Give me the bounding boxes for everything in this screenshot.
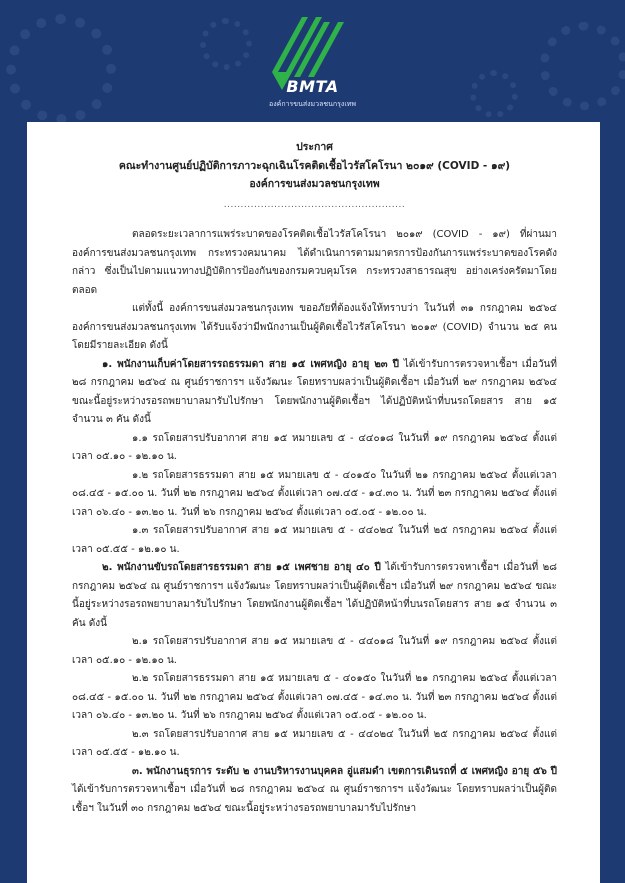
virus-decoration [6, 14, 116, 124]
case-1-bus-1: ๑.๑ รถโดยสารปรับอากาศ สาย ๑๕ หมายเลข ๕ - ๔๔๐๑๘ ในวันที่ ๑๙ กรกฎาคม ๒๕๖๔ ตั้งแต่เวลา ๐๕.๑๐ - ๑๒.๑๐ น. [72, 432, 557, 462]
logo-subtitle: องค์การขนส่งมวลชนกรุงเทพ [269, 100, 356, 108]
announcement-org: องค์การขนส่งมวลชนกรุงเทพ [249, 178, 380, 190]
case-2-bus-3: ๒.๓ รถโดยสารปรับอากาศ สาย ๑๕ หมายเลข ๕ - ๔๔๐๒๔ ในวันที่ ๒๕ กรกฎาคม ๒๕๖๔ ตั้งแต่เวลา ๐๕.๕๕ - ๑๒.๑๐ น. [72, 728, 557, 758]
announcement-subtitle: คณะทำงานศูนย์ปฏิบัติการภาวะฉุกเฉินโรคติดเชื้อไวรัสโคโรนา ๒๐๑๙ (COVID - ๑๙) [118, 159, 511, 172]
case-3-body: ได้เข้ารับการตรวจหาเชื้อฯ เมื่อวันที่ ๒๘ กรกฎาคม ๒๕๖๔ ณ ศูนย์ราชการฯ แจ้งวัฒนะ โดยทราบผลว่าเป็นผู้ติดเชื้อฯ ในวันที่ ๓๐ กรกฎาคม ๒๕๖๔ ขณะนี้อยู่ระหว่างรอรถพยาบาลมารับไปรักษา [72, 784, 557, 814]
case-1-body: ได้เข้ารับการตรวจหาเชื้อฯ เมื่อวันที่ ๒๘ กรกฎาคม ๒๕๖๔ ณ ศูนย์ราชการฯ แจ้งวัฒนะ โดยทราบผลว่าเป็นผู้ติดเชื้อฯ เมื่อวันที่ ๒๙ กรกฎาคม ๒๕๖๔ ขณะนี้อยู่ระหว่างรอรถพยาบาลมารับไปรักษา โดยพนักงานผู้ติดเชื้อฯ ได้ปฏิบัติหน้าที่บนรถโดยสาร สาย ๑๕ จำนวน ๓ คัน ดังนี้ [72, 358, 557, 425]
case-3-heading: ๓. พนักงานธุรการ ระดับ ๒ งานบริหารงานบุคคล อู่แสมดำ เขตการเดินรถที่ ๕ เพศหญิง อายุ ๕๖ ปี [132, 765, 557, 777]
virus-decoration [200, 18, 252, 70]
case-2-bus-2: ๒.๒ รถโดยสารธรรมดา สาย ๑๕ หมายเลข ๕ - ๔๐๑๕๐ ในวันที่ ๒๑ กรกฎาคม ๒๕๖๔ ตั้งแต่เวลา ๐๘.๔๕ - ๑๕.๐๐ น. วันที่ ๒๒ กรกฎาคม ๒๕๖๔ ตั้งแต่เวลา ๐๗.๔๕ - ๑๔.๓๐ น. วันที่ ๒๓ กรกฎาคม ๒๕๖๔ ตั้งแต่เวลา ๐๖.๔๐ - ๑๓.๒๐ น. วันที่ ๒๖ กรกฎาคม ๒๕๖๔ ตั้งแต่เวลา ๐๕.๐๕ - ๑๒.๐๐ น. [72, 673, 557, 721]
bmta-logo-icon [262, 12, 362, 112]
announcement-paper [27, 122, 600, 883]
virus-decoration [470, 70, 518, 118]
case-1-bus-3: ๑.๓ รถโดยสารปรับอากาศ สาย ๑๕ หมายเลข ๕ - ๔๔๐๒๔ ในวันที่ ๒๕ กรกฎาคม ๒๕๖๔ ตั้งแต่เวลา ๐๕.๕๕ - ๑๒.๑๐ น. [72, 525, 557, 555]
case-3 [72, 763, 557, 819]
virus-decoration [540, 22, 625, 110]
case-2 [72, 559, 557, 633]
announcement-title: ประกาศ [296, 141, 333, 153]
logo-text: BMTA [286, 77, 339, 96]
case-1-bus-2: ๑.๒ รถโดยสารธรรมดา สาย ๑๕ หมายเลข ๕ - ๔๐๑๕๐ ในวันที่ ๒๑ กรกฎาคม ๒๕๖๔ ตั้งแต่เวลา ๐๘.๔๕ - ๑๕.๐๐ น. วันที่ ๒๒ กรกฎาคม ๒๕๖๔ ตั้งแต่เวลา ๐๗.๔๕ - ๑๔.๓๐ น. วันที่ ๒๓ กรกฎาคม ๒๕๖๔ ตั้งแต่เวลา ๐๖.๔๐ - ๑๓.๒๐ น. วันที่ ๒๖ กรกฎาคม ๒๕๖๔ ตั้งแต่เวลา ๐๕.๐๕ - ๑๒.๐๐ น. [72, 469, 557, 518]
announcement-body [72, 138, 557, 818]
notice-paragraph: แต่ทั้งนี้ องค์การขนส่งมวลชนกรุงเทพ ขออภัยที่ต้องแจ้งให้ทราบว่า ในวันที่ ๓๑ กรกฎาคม ๒๕๖๔ องค์การขนส่งมวลชนกรุงเทพ ได้รับแจ้งว่ามีพนักงานเป็นผู้ติดเชื้อไวรัสโคโรนา ๒๐๑๙ (COVID) จำนวน ๒๕ คน โดยมีรายละเอียด ดังนี้ [72, 303, 557, 351]
intro-paragraph: ตลอดระยะเวลาการแพร่ระบาดของโรคติดเชื้อไวรัสโคโรนา ๒๐๑๙ (COVID - ๑๙) ที่ผ่านมาองค์การขนส่งมวลชนกรุงเทพ กระทรวงคมนาคม ได้ดำเนินการตามมาตรการป้องกันการแพร่ระบาดของโรคดังกล่าว ซึ่งเป็นไปตามแนวทางปฏิบัติการป้องกันของกรมควบคุมโรค กระทรวงสาธารณสุข อย่างเคร่งครัดมาโดยตลอด [72, 229, 557, 296]
divider-dots: ...................................................... [223, 199, 406, 210]
case-1-heading: ๑. พนักงานเก็บค่าโดยสารรถธรรมดา สาย ๑๕ เพศหญิง อายุ ๒๓ ปี [102, 358, 399, 370]
case-2-heading: ๒. พนักงานขับรถโดยสารธรรมดา สาย ๑๕ เพศชาย อายุ ๔๐ ปี [102, 562, 381, 573]
case-2-bus-1: ๒.๑ รถโดยสารปรับอากาศ สาย ๑๕ หมายเลข ๕ - ๔๔๐๑๘ ในวันที่ ๑๙ กรกฎาคม ๒๕๖๔ ตั้งแต่เวลา ๐๕.๑๐ - ๑๒.๑๐ น. [72, 636, 557, 666]
case-1 [72, 356, 557, 430]
case-2-body: ได้เข้ารับการตรวจหาเชื้อฯ เมื่อวันที่ ๒๘ กรกฎาคม ๒๕๖๔ ณ ศูนย์ราชการฯ แจ้งวัฒนะ โดยทราบผลว่าเป็นผู้ติดเชื้อฯ เมื่อวันที่ ๒๙ กรกฎาคม ๒๕๖๔ ขณะนี้อยู่ระหว่างรอรถพยาบาลมารับไปรักษา โดยพนักงานผู้ติดเชื้อฯ ได้ปฏิบัติหน้าที่บนรถโดยสาร สาย ๑๕ จำนวน ๓ คัน ดังนี้ [72, 562, 557, 629]
